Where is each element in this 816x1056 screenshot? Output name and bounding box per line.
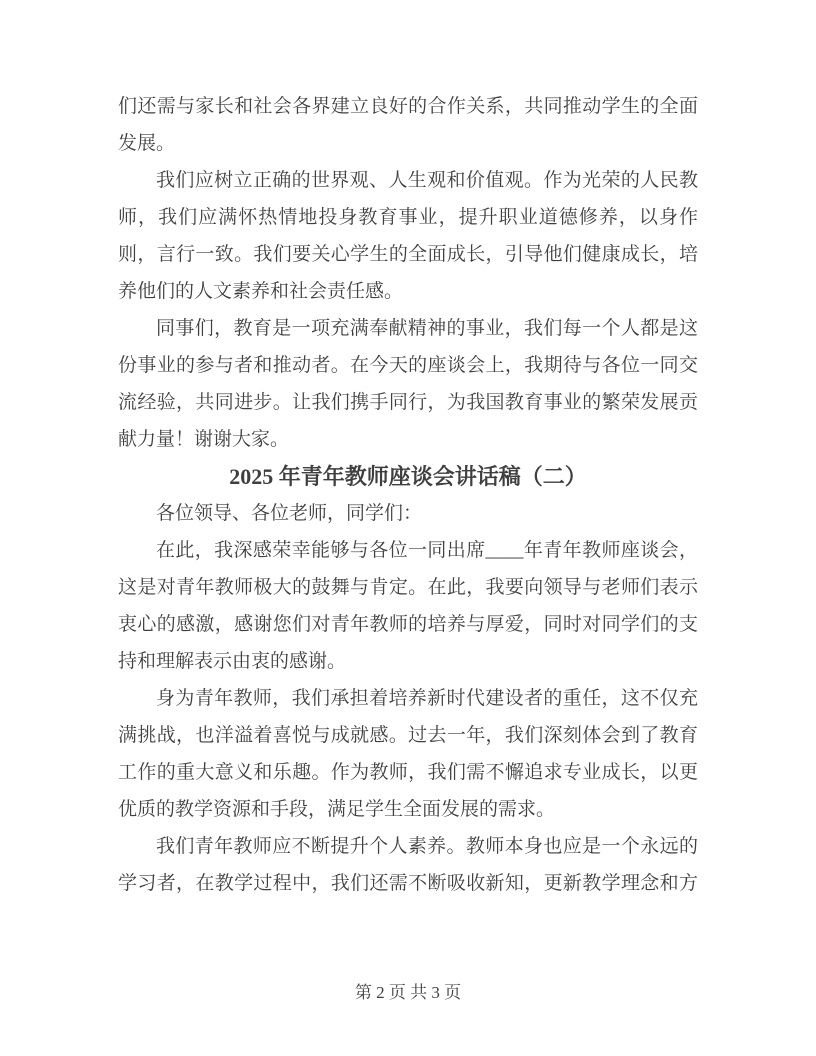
body-line: 身为青年教师，我们承担着培养新时代建设者的重任，这不仅充 <box>156 688 698 709</box>
body-line: 则，言行一致。我们要关心学生的全面成长，引导他们健康成长，培 <box>118 244 698 265</box>
document-body <box>118 88 698 902</box>
body-line: 衷心的感激，感谢您们对青年教师的培养与厚爱，同时对同学们的支 <box>118 614 698 635</box>
body-line: 满挑战，也洋溢着喜悦与成就感。过去一年，我们深刻体会到了教育 <box>118 725 698 746</box>
body-line: 发展。 <box>118 133 176 154</box>
section-title: 2025 年青年教师座谈会讲话稿（二） <box>229 464 587 489</box>
body-line: 工作的重大意义和乐趣。作为教师，我们需不懈追求专业成长，以更 <box>118 762 698 783</box>
body-line: 持和理解表示由衷的感谢。 <box>118 651 347 672</box>
page-footer <box>0 981 816 1005</box>
body-line: 流经验，共同进步。让我们携手同行，为我国教育事业的繁荣发展贡 <box>118 392 698 413</box>
body-line: 优质的教学资源和手段，满足学生全面发展的需求。 <box>118 799 556 820</box>
salutation-line: 各位领导、各位老师，同学们： <box>156 503 423 524</box>
body-line: 师，我们应满怀热情地投身教育事业，提升职业道德修养，以身作 <box>118 207 698 228</box>
body-line: 献力量！谢谢大家。 <box>118 429 290 450</box>
body-line: 这是对青年教师极大的鼓舞与肯定。在此，我要向领导与老师们表示 <box>118 577 698 598</box>
body-line: 我们应树立正确的世界观、人生观和价值观。作为光荣的人民教 <box>156 170 698 191</box>
body-line: 们还需与家长和社会各界建立良好的合作关系，共同推动学生的全面 <box>118 96 698 117</box>
body-line: 在此，我深感荣幸能够与各位一同出席____年青年教师座谈会， <box>156 540 698 561</box>
body-line: 同事们，教育是一项充满奉献精神的事业，我们每一个人都是这 <box>156 318 698 339</box>
body-line: 养他们的人文素养和社会责任感。 <box>118 281 404 302</box>
body-line: 学习者，在教学过程中，我们还需不断吸收新知，更新教学理念和方 <box>118 873 698 894</box>
page-number: 第 2 页 共 3 页 <box>354 983 462 1002</box>
body-line: 我们青年教师应不断提升个人素养。教师本身也应是一个永远的 <box>156 836 698 857</box>
body-line: 份事业的参与者和推动者。在今天的座谈会上，我期待与各位一同交 <box>118 355 698 376</box>
